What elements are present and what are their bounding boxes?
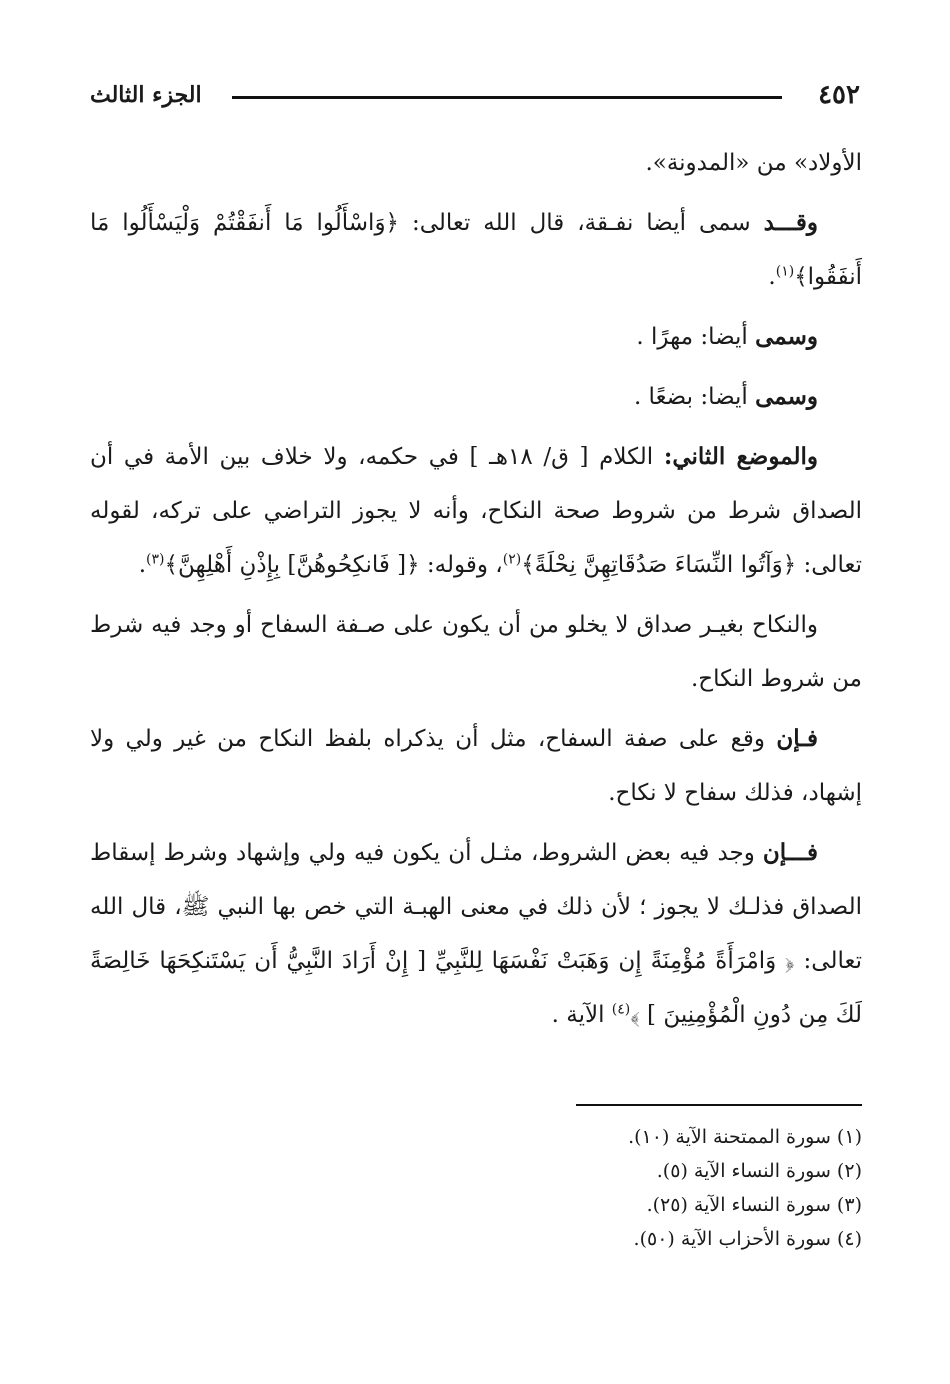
page-header [90,78,860,118]
paragraph-text: الكلام [ ق/ ١٨هـ ] في حكمه، ولا خلاف بين الأمة في أن الصداق شرط من شروط صحة النكاح، وأنه لا يجوز التراضي على تركه، لقوله تعالى: ﴿وَآتُوا النِّسَاءَ صَدُقَاتِهِنَّ نِحْلَةً﴾ [90,444,862,578]
footnote-ref[interactable]: (٣) [146,551,165,568]
paragraph-7 [90,712,862,820]
page-number: ٤٥٢ [818,80,860,110]
paragraph-lead: والموضع الثاني: [663,443,819,470]
footnote-ref[interactable]: (١) [775,263,795,280]
main-text [90,136,862,1048]
paragraph-lead: فـــإن [762,839,818,866]
paragraph-lead: وقـــد [763,209,818,236]
paragraph-3 [90,310,862,364]
paragraph-text: أيضا: مهرًا . [636,324,756,350]
paragraph-tail: . [138,552,147,578]
paragraph-text: والنكاح بغيـر صداق لا يخلو من أن يكون على صـفة السفاح أو وجد فيه شرط من شروط النكاح. [90,612,862,692]
footnote-item: (١) سورة الممتحنة الآية (١٠). [628,1126,862,1148]
paragraph-lead: وسمى [755,383,818,410]
footnote-ref[interactable]: (٢) [502,551,522,568]
footnote-rule [576,1104,862,1106]
paragraph-text: الأولاد» من «المدونة». [645,150,862,176]
paragraph-6 [90,598,862,706]
paragraph-8 [90,826,862,1042]
paragraph-lead: فـإن [776,725,818,752]
paragraph-tail: . [768,264,776,290]
paragraph-5 [90,430,862,592]
paragraph-1 [90,136,862,190]
footnote-ref[interactable]: (٤) [611,1001,631,1018]
paragraph-text: سمى أيضا نفـقة، قال الله تعالى: ﴿وَاسْأَلُوا مَا أَنفَقْتُمْ وَلْيَسْأَلُوا مَا أَنفَقُوا﴾ [90,210,862,290]
paragraph-lead: وسمى [755,323,818,350]
paragraph-tail: الآية . [551,1002,612,1028]
header-rule [232,96,782,99]
paragraph-tail: ، وقوله: ﴿[ فَانكِحُوهُنَّ] بِإِذْنِ أَهْلِهِنَّ﴾ [164,552,503,578]
paragraph-2 [90,196,862,304]
footnote-item: (٤) سورة الأحزاب الآية (٥٠). [633,1228,862,1250]
paragraph-text: وجد فيه بعض الشروط، مثـل أن يكون فيه ولي وإشهاد وشرط إسقاط الصداق فذلـك لا يجوز ؛ لأن ذلك في معنى الهبـة التي خص بها النبي ﷺ، قال الله تعالى: ﴿ وَامْرَأَةً مُؤْمِنَةً إِن وَهَبَتْ نَفْسَهَا لِلنَّبِيِّ [ إِنْ أَرَادَ النَّبِيُّ أَن يَسْتَنكِحَهَا خَالِصَةً لَكَ مِن دُونِ الْمُؤْمِنِينَ ] ﴾ [90,840,862,1028]
paragraph-text: أيضا: بضعًا . [633,384,756,410]
footnote-item: (٣) سورة النساء الآية (٢٥). [646,1194,862,1216]
paragraph-text: وقع على صفة السفاح، مثل أن يذكراه بلفظ النكاح من غير ولي ولا إشهاد، فذلك سفاح لا نكاح. [90,726,862,806]
footnotes [362,1120,862,1256]
paragraph-4 [90,370,862,424]
running-title: الجزء الثالث [90,82,202,108]
footnote-item: (٢) سورة النساء الآية (٥). [656,1160,862,1182]
